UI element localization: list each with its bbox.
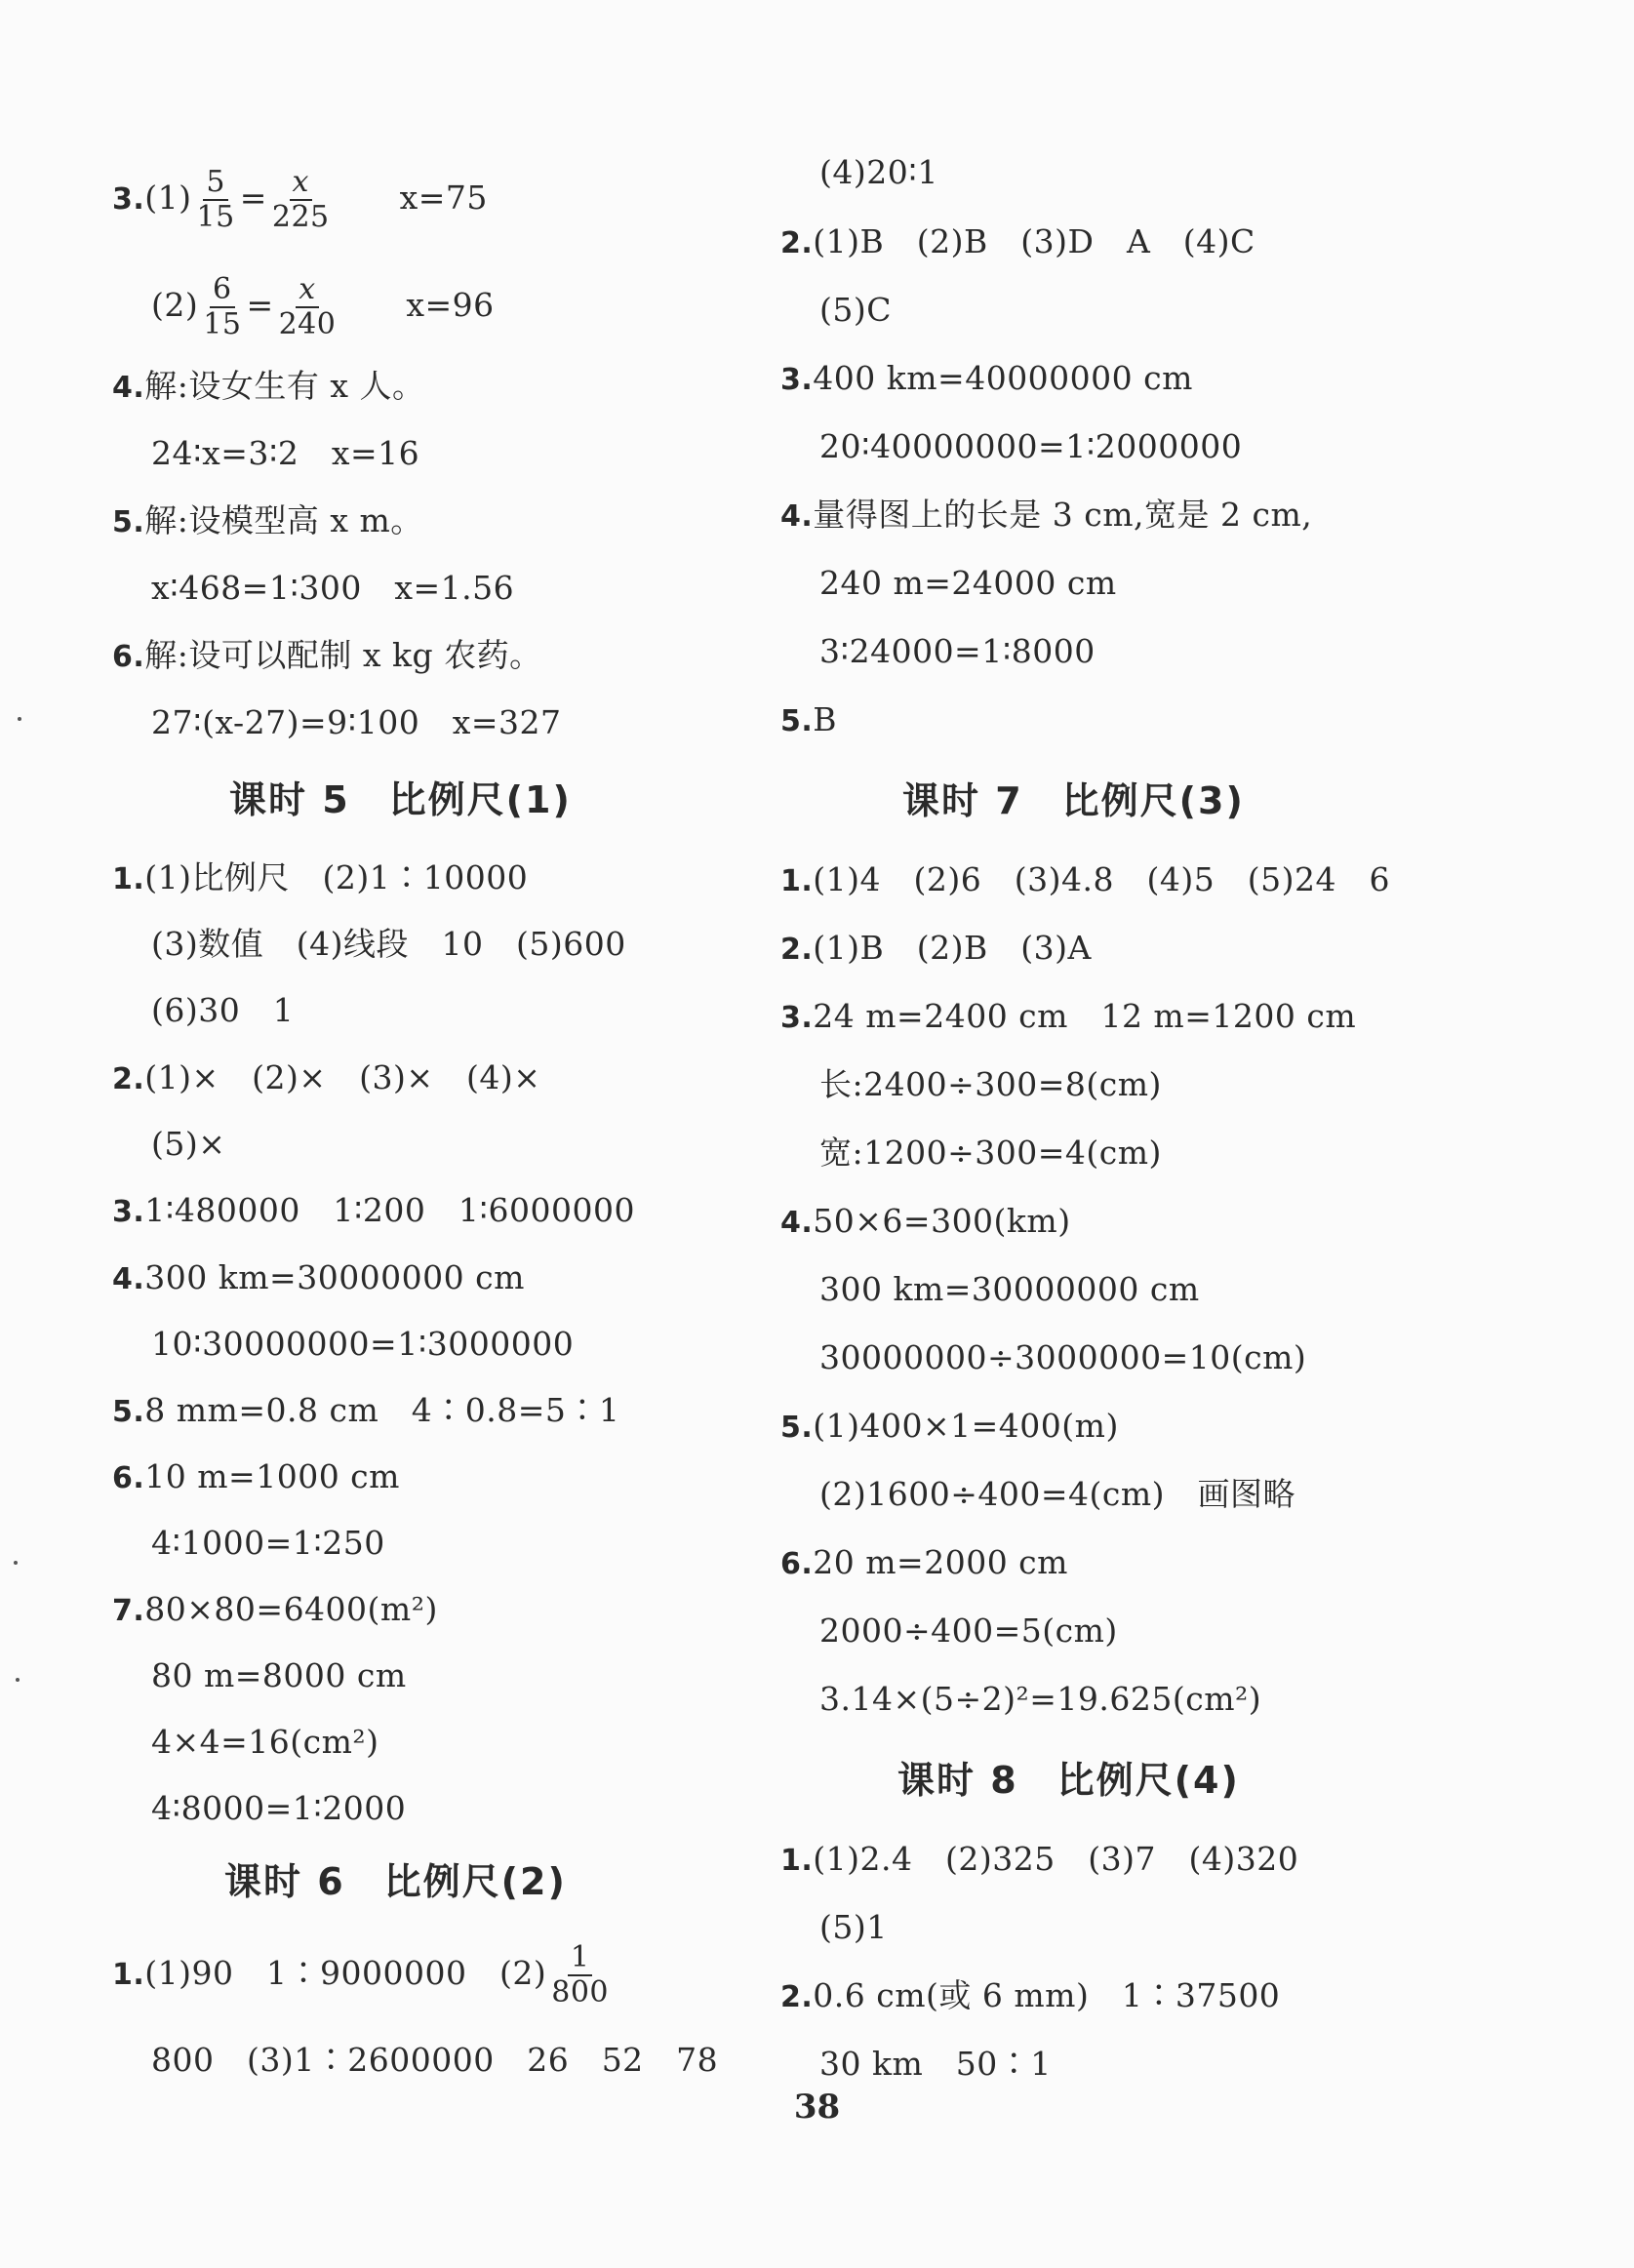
question-number: 2. bbox=[780, 1980, 814, 2014]
question-number: 2. bbox=[780, 933, 814, 967]
answer-text: (1)400×1=400(m) bbox=[813, 1407, 1119, 1445]
numerator: 5 bbox=[203, 166, 228, 201]
answer-text: 400 km=40000000 cm bbox=[813, 359, 1193, 397]
answer-text: 解:设可以配制 x kg 农药。 bbox=[144, 636, 542, 674]
question-number: 1. bbox=[112, 862, 145, 896]
question-number: 5. bbox=[112, 505, 145, 539]
answer-line: 4∶1000=1∶250 bbox=[151, 1524, 385, 1562]
answer-text: (1)4 (2)6 (3)4.8 (4)5 (5)24 6 bbox=[813, 860, 1390, 898]
answer-line bbox=[780, 698, 837, 743]
answer-line bbox=[112, 1256, 525, 1301]
answer-text: x=96 bbox=[406, 286, 495, 324]
answer-line: 30000000÷3000000=10(cm) bbox=[819, 1338, 1307, 1376]
answer-line bbox=[112, 856, 528, 901]
answer-line: (4)20∶1 bbox=[819, 153, 938, 191]
answer-line bbox=[780, 858, 1390, 903]
answer-line: (2)1600÷400=4(cm) 画图略 bbox=[819, 1475, 1296, 1513]
answer-line bbox=[112, 1189, 635, 1234]
answer-text: 50×6=300(km) bbox=[813, 1202, 1071, 1240]
answer-line: 24∶x=3∶2 x=16 bbox=[151, 434, 420, 472]
denominator: 800 bbox=[551, 1975, 609, 2009]
answer-line: (5)1 bbox=[819, 1908, 888, 1946]
fraction bbox=[200, 273, 244, 341]
answer-text: (1)B (2)B (3)A bbox=[813, 929, 1092, 967]
scan-speck bbox=[14, 1561, 18, 1565]
question-number: 4. bbox=[780, 1206, 814, 1240]
answer-line bbox=[112, 1455, 400, 1500]
answer-text: 24 m=2400 cm 12 m=1200 cm bbox=[813, 997, 1357, 1035]
denominator: 225 bbox=[271, 200, 330, 234]
answer-line bbox=[112, 1588, 438, 1633]
section-heading: 课时 5 比例尺(1) bbox=[229, 778, 572, 821]
answer-line bbox=[780, 995, 1356, 1040]
question-number: 4. bbox=[112, 1262, 145, 1296]
question-number: 3. bbox=[780, 1001, 814, 1035]
question-number: 1. bbox=[780, 1844, 814, 1878]
answer-line bbox=[112, 1941, 614, 2009]
answer-text: 10 m=1000 cm bbox=[144, 1457, 400, 1495]
answer-line bbox=[112, 273, 495, 341]
numerator: 1 bbox=[568, 1941, 593, 1976]
question-number: 2. bbox=[112, 1062, 145, 1096]
answer-text: 300 km=30000000 cm bbox=[144, 1258, 525, 1296]
question-number: 3. bbox=[112, 1195, 145, 1229]
answer-text: 解:设模型高 x m。 bbox=[144, 501, 423, 539]
answer-line bbox=[112, 166, 488, 234]
answer-text: 20 m=2000 cm bbox=[813, 1543, 1068, 1581]
answer-line bbox=[780, 1838, 1298, 1883]
answer-line: (6)30 1 bbox=[151, 991, 295, 1029]
equals-sign: = bbox=[246, 286, 274, 324]
answer-line: x∶468=1∶300 x=1.56 bbox=[151, 569, 515, 607]
answer-line: 4∶8000=1∶2000 bbox=[151, 1789, 407, 1827]
scan-speck bbox=[16, 1678, 20, 1682]
fraction bbox=[276, 273, 339, 341]
answer-line bbox=[112, 499, 423, 544]
answer-line bbox=[780, 1541, 1068, 1586]
question-number: 3. bbox=[780, 363, 814, 397]
answer-line bbox=[112, 365, 425, 410]
answer-text: (1)90 1∶9000000 (2) bbox=[144, 1954, 547, 1992]
answer-line bbox=[780, 1974, 1280, 2019]
question-number: 4. bbox=[780, 499, 814, 534]
page-number: 38 bbox=[793, 2088, 841, 2127]
part-label: (1) bbox=[144, 179, 192, 217]
fraction bbox=[548, 1941, 612, 2009]
answer-line bbox=[780, 357, 1193, 402]
answer-line bbox=[780, 1405, 1119, 1450]
question-number: 6. bbox=[780, 1547, 814, 1581]
denominator: 240 bbox=[278, 307, 337, 341]
answer-line: 4×4=16(cm²) bbox=[151, 1723, 379, 1761]
question-number: 6. bbox=[112, 640, 145, 674]
equals-sign: = bbox=[239, 179, 267, 217]
answer-text: B bbox=[813, 700, 838, 738]
answer-line bbox=[112, 1056, 540, 1101]
answer-line: 3.14×(5÷2)²=19.625(cm²) bbox=[819, 1680, 1262, 1718]
scan-speck bbox=[18, 717, 21, 721]
denominator: 15 bbox=[203, 307, 242, 341]
answer-text: 80×80=6400(m²) bbox=[144, 1590, 438, 1628]
answer-line: 宽:1200÷300=4(cm) bbox=[819, 1134, 1162, 1172]
answer-line bbox=[780, 1200, 1071, 1245]
question-number: 1. bbox=[112, 1958, 145, 1992]
question-number: 1. bbox=[780, 864, 814, 898]
answer-line: 长:2400÷300=8(cm) bbox=[819, 1065, 1162, 1103]
answer-text: 解:设女生有 x 人。 bbox=[144, 367, 425, 405]
answer-line: 80 m=8000 cm bbox=[151, 1656, 407, 1694]
denominator: 15 bbox=[196, 200, 235, 234]
fraction bbox=[194, 166, 238, 234]
question-number: 2. bbox=[780, 226, 814, 260]
answer-line: (5)C bbox=[819, 291, 892, 329]
answer-line: 3∶24000=1∶8000 bbox=[819, 632, 1096, 670]
numerator: x bbox=[296, 273, 318, 308]
answer-line: 2000÷400=5(cm) bbox=[819, 1611, 1118, 1650]
answer-line: 300 km=30000000 cm bbox=[819, 1270, 1200, 1308]
answer-text: (1)2.4 (2)325 (3)7 (4)320 bbox=[813, 1840, 1299, 1878]
question-number: 5. bbox=[780, 704, 814, 738]
answer-line: 27∶(x-27)=9∶100 x=327 bbox=[151, 703, 562, 741]
answer-text: (1)B (2)B (3)D A (4)C bbox=[813, 222, 1255, 260]
answer-line: 30 km 50∶1 bbox=[819, 2045, 1052, 2083]
answer-line: 10∶30000000=1∶3000000 bbox=[151, 1325, 575, 1363]
answer-line: 20∶40000000=1∶2000000 bbox=[819, 427, 1243, 465]
question-number: 3. bbox=[112, 182, 145, 217]
question-number: 5. bbox=[780, 1411, 814, 1445]
answer-line bbox=[780, 220, 1255, 265]
answer-line: (3)数值 (4)线段 10 (5)600 bbox=[151, 925, 626, 963]
answer-text: 8 mm=0.8 cm 4∶0.8=5∶1 bbox=[144, 1391, 620, 1429]
answer-text: 量得图上的长是 3 cm,宽是 2 cm, bbox=[813, 496, 1313, 534]
answer-text: (1)× (2)× (3)× (4)× bbox=[144, 1058, 541, 1096]
section-heading: 课时 7 比例尺(3) bbox=[902, 779, 1245, 822]
section-heading: 课时 6 比例尺(2) bbox=[224, 1860, 567, 1903]
question-number: 6. bbox=[112, 1461, 145, 1495]
answer-text: 1∶480000 1∶200 1∶6000000 bbox=[144, 1191, 635, 1229]
numerator: 6 bbox=[210, 273, 235, 308]
answer-text: (1)比例尺 (2)1∶10000 bbox=[144, 858, 529, 896]
fraction bbox=[269, 166, 333, 234]
section-heading: 课时 8 比例尺(4) bbox=[897, 1759, 1240, 1802]
answer-line: (5)× bbox=[151, 1125, 226, 1163]
answer-line bbox=[780, 927, 1092, 972]
question-number: 7. bbox=[112, 1594, 145, 1628]
question-number: 4. bbox=[112, 371, 145, 405]
answer-line bbox=[780, 494, 1312, 538]
answer-line: 800 (3)1∶2600000 26 52 78 bbox=[151, 2041, 719, 2079]
numerator: x bbox=[290, 166, 312, 201]
part-label: (2) bbox=[151, 286, 199, 324]
answer-text: x=75 bbox=[399, 179, 488, 217]
answer-line bbox=[112, 1389, 619, 1434]
answer-line bbox=[112, 634, 542, 679]
question-number: 5. bbox=[112, 1395, 145, 1429]
answer-text: 0.6 cm(或 6 mm) 1∶37500 bbox=[813, 1976, 1281, 2014]
answer-line: 240 m=24000 cm bbox=[819, 564, 1117, 602]
